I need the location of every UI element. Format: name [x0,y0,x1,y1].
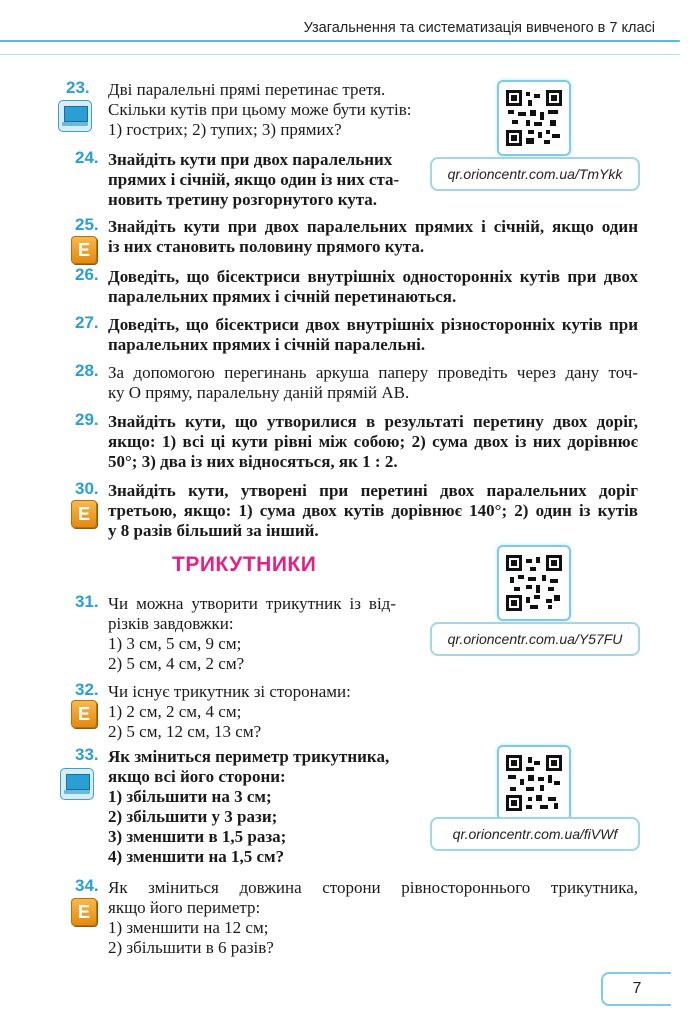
header-rule [0,40,680,42]
task-text: Як зміниться периметр трикутника, якщо всі його сторони: 1) збільшити на 3 см; 2) збільшити у 3 рази; 3) зменшити в 1,5 раза; 4) зменшити на 1,5 см? [108,747,390,866]
qr-code-icon[interactable] [497,545,571,621]
task-text: Знайдіть кути, що утворилися в результаті перетину двох доріг, якщо: 1) всі ці кути рівні між собою; 2) сума двох із них дорівнює 50°; 3) два із них відносяться, як 1 : 2. [108,412,638,471]
qr-code-icon[interactable] [497,80,571,156]
task-number: 27. [75,313,99,332]
task-text: Доведіть, що бісектриси внутрішніх односторонніх кутів при двох паралельних прямих і січній перетинаються. [108,267,638,306]
task-number: 26. [75,265,99,284]
task-number: 30. [75,479,99,498]
page-number: 7 [601,972,671,1006]
task-text: Чи існує трикутник зі сторонами: 1) 2 см, 2 см, 4 см; 2) 5 см, 12 см, 13 см? [108,682,351,741]
task-number: 33. [75,745,99,764]
task-number: 34. [75,876,99,895]
task-text: Як зміниться довжина сторони рівностороннього трикутника, якщо його периметр: 1) зменшити на 12 см; 2) збільшити в 6 разів? [108,878,638,957]
e-badge-icon: Е [71,700,97,728]
task-number: 23. [66,78,90,97]
running-header: Узагальнення та систематизація вивченого в 7 класі [303,20,655,36]
e-badge-icon: Е [71,898,97,926]
qr-link[interactable]: qr.orioncentr.com.ua/Y57FU [430,622,640,656]
task-text: Чи можна утворити трикутник із від- різків завдовжки: 1) 3 см, 5 см, 9 см; 2) 5 см, 4 см, 2 см? [108,594,396,673]
qr-link[interactable]: qr.orioncentr.com.ua/TmYkk [430,157,640,191]
e-badge-icon: Е [71,500,97,528]
task-number: 25. [75,215,99,234]
computer-icon [60,768,94,800]
task-number: 31. [75,592,99,611]
qr-link[interactable]: qr.orioncentr.com.ua/fiVWf [430,817,640,851]
qr-code-icon[interactable] [497,745,571,821]
task-text: Знайдіть кути, утворені при перетині двох паралельних доріг третьою, якщо: 1) сума двох кутів дорівнює 140°; 2) один із кутів у 8 разів більший за інший. [108,481,638,540]
task-text: Доведіть, що бісектриси двох внутрішніх різносторонніх кутів при паралельних прямих і січній паралельні. [108,315,638,354]
task-number: 24. [75,148,99,167]
task-number: 32. [75,680,99,699]
task-text: Дві паралельні прямі перетинає третя. Скільки кутів при цьому може бути кутів: 1) гострих; 2) тупих; 3) прямих? [108,80,412,139]
computer-icon [58,100,92,132]
task-number: 28. [75,361,99,380]
task-text: За допомогою перегинань аркуша паперу проведіть через дану точ- ку O пряму, паралельну даній прямій AB. [108,363,638,402]
header-rule-thin [0,54,680,55]
task-number: 29. [75,410,99,429]
task-text: Знайдіть кути при двох паралельних прямих і січній, якщо один із них ста- новить третину розгорнутого кута. [108,150,400,209]
e-badge-icon: Е [71,236,97,264]
task-text: Знайдіть кути при двох паралельних прямих і січній, якщо один із них становить половину прямого кута. [108,217,638,256]
section-title: ТРИКУТНИКИ [172,553,317,576]
